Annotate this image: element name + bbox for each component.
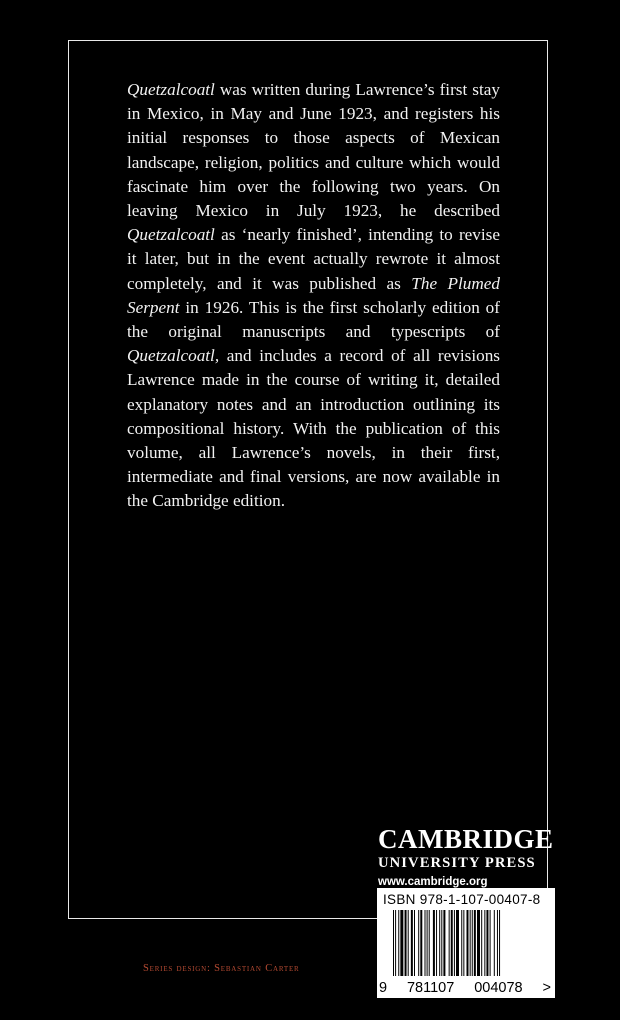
- barcode-bar: [427, 910, 428, 976]
- barcode-bar: [463, 910, 464, 976]
- publisher-name: CAMBRIDGE: [378, 824, 554, 854]
- barcode-digit-group: 9: [379, 980, 388, 996]
- barcode-bars: [383, 910, 549, 978]
- barcode-digits: [379, 980, 551, 996]
- barcode-bar: [441, 910, 442, 976]
- barcode-bar: [499, 910, 500, 976]
- barcode-bar: [411, 910, 413, 976]
- barcode-bar: [472, 910, 473, 976]
- barcode-bar: [439, 910, 440, 976]
- barcode-bar: [461, 910, 462, 976]
- barcode-bar: [395, 910, 396, 976]
- barcode-bar: [414, 910, 415, 976]
- series-design-credit: Series design: Sebastian Carter: [143, 963, 300, 974]
- barcode-bar: [474, 910, 476, 976]
- barcode-bar: [449, 910, 450, 976]
- publisher-logo: [378, 824, 558, 892]
- blurb-text: as ‘nearly finished’, intending to revise it later, but in the event actually rewrote it almost completely, and it was published as: [127, 225, 500, 293]
- barcode-bar: [433, 910, 435, 976]
- barcode-bar: [451, 910, 453, 976]
- barcode-bar: [443, 910, 445, 976]
- barcode-bar: [470, 910, 471, 976]
- barcode-bar: [454, 910, 455, 976]
- blurb-text: in 1926. This is the first scholarly edition of the original manuscripts and typescripts of: [127, 297, 500, 342]
- barcode-bar: [456, 910, 459, 976]
- barcode-bar: [429, 910, 430, 976]
- blurb-text: and includes a record of all revisions Lawrence made in the course of writing it, detailed explanatory notes and an introduction outlining its compositional history. With the publication of this volume, all Lawrence’s novels, in their first, intermediate and final versions, are now available in the Cambridge edition.: [127, 346, 500, 511]
- blurb-title-italic: Quetzalcoatl: [127, 225, 215, 245]
- barcode-bar: [477, 910, 480, 976]
- barcode-digit-group: >: [542, 980, 551, 996]
- isbn-label: ISBN 978-1-107-00407-8: [383, 892, 541, 907]
- barcode-bar: [418, 910, 419, 976]
- barcode-bar: [481, 910, 482, 976]
- barcode-digit-group: 004078: [474, 980, 523, 996]
- barcode-bar: [420, 910, 422, 976]
- barcode-bar: [408, 910, 409, 976]
- blurb-text: was written during Lawrence’s first stay in Mexico, in May and June 1923, and registers his initial responses to those aspects of Mexican landscape, religion, politics and culture which would fascinate him over the following two years. On leaving Mexico in July 1923, he described: [127, 80, 500, 221]
- barcode-bar: [486, 910, 488, 976]
- publisher-url: www.cambridge.org: [378, 876, 488, 888]
- isbn-barcode: [377, 888, 555, 998]
- publisher-subtitle: UNIVERSITY PRESS: [378, 855, 536, 871]
- barcode-bar: [436, 910, 437, 976]
- barcode-bar: [490, 910, 491, 976]
- barcode-bar: [484, 910, 485, 976]
- barcode-bar: [400, 910, 403, 976]
- barcode-bar: [393, 910, 394, 976]
- barcode-bar: [425, 910, 426, 976]
- barcode-bar: [398, 910, 399, 976]
- barcode-bar: [494, 910, 495, 976]
- blurb-title-italic: Quetzalcoatl,: [127, 346, 220, 366]
- blurb-title-italic: Quetzalcoatl: [127, 80, 215, 99]
- blurb-title-italic: The Plumed Serpent: [127, 273, 500, 317]
- barcode-bar: [405, 910, 407, 976]
- barcode-digit-group: 781107: [406, 980, 455, 996]
- back-cover-blurb: [127, 78, 500, 514]
- barcode-bar: [467, 910, 469, 976]
- barcode-bar: [497, 910, 498, 976]
